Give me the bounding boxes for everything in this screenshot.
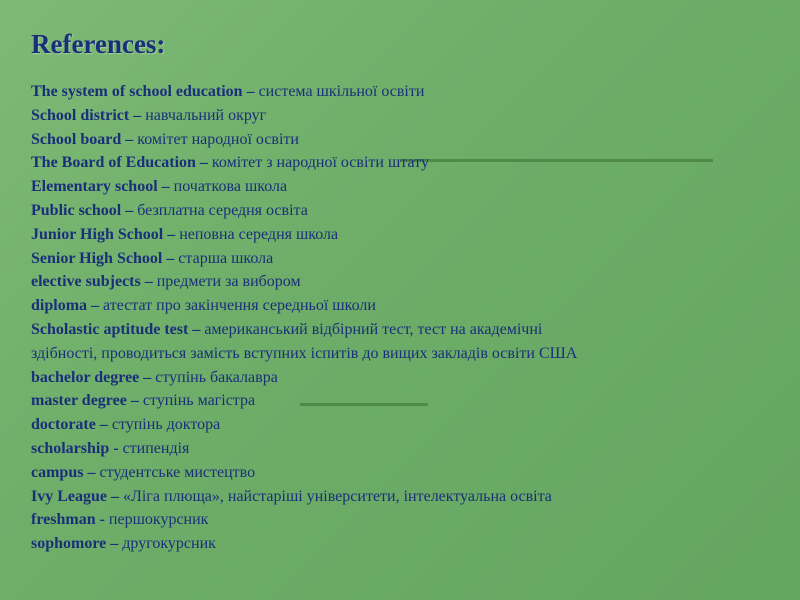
- glossary-entry: [31, 104, 771, 128]
- entry-definition: початкова школа: [173, 178, 288, 196]
- entry-separator: –: [106, 535, 123, 553]
- glossary-entry-continuation: [31, 342, 771, 366]
- entry-term: diploma: [31, 297, 88, 315]
- entry-term: scholarship: [31, 439, 110, 457]
- entry-term: School district: [31, 106, 130, 124]
- glossary-list: [31, 80, 771, 556]
- entry-separator: –: [163, 225, 180, 243]
- glossary-entry: [31, 270, 771, 294]
- entry-definition: комітет з народної освіти штату: [211, 154, 429, 172]
- entry-separator: –: [140, 273, 157, 291]
- entry-term: Public school: [31, 201, 122, 219]
- entry-separator: –: [242, 83, 259, 100]
- glossary-entry: [31, 199, 771, 223]
- entry-separator: –: [121, 130, 138, 148]
- entry-definition: безплатна середня освіта: [137, 201, 308, 219]
- glossary-entry: [31, 461, 771, 485]
- entry-separator: –: [129, 106, 146, 124]
- entry-term: Junior High School: [31, 225, 164, 243]
- entry-term: master degree: [31, 392, 127, 410]
- entry-term: Senior High School: [31, 249, 163, 267]
- entry-definition: студентське мистецтво: [99, 463, 256, 481]
- entry-separator: –: [157, 178, 174, 196]
- glossary-entry: [31, 437, 771, 461]
- entry-definition: ступінь бакалавра: [155, 368, 278, 386]
- glossary-entry: [31, 128, 771, 152]
- entry-term: Elementary school: [31, 178, 158, 196]
- entry-separator: -: [109, 439, 123, 457]
- glossary-entry: [31, 247, 771, 271]
- entry-definition: неповна середня школа: [179, 225, 339, 243]
- entry-separator: –: [139, 368, 156, 386]
- entry-definition: ступінь магістра: [142, 392, 256, 410]
- glossary-entry: [31, 366, 771, 390]
- glossary-entry: [31, 485, 771, 509]
- entry-term: The Board of Education: [31, 154, 196, 172]
- glossary-entry: [31, 80, 771, 104]
- entry-separator: –: [95, 416, 112, 434]
- entry-separator: –: [121, 201, 138, 219]
- entry-term: Ivy League: [31, 487, 107, 505]
- glossary-entry: [31, 532, 771, 556]
- entry-definition: навчальний округ: [145, 106, 267, 124]
- glossary-entry: [31, 223, 771, 247]
- entry-definition: першокурсник: [108, 511, 209, 529]
- entry-term: campus: [31, 463, 84, 481]
- entry-separator: –: [83, 463, 100, 481]
- entry-separator: –: [188, 320, 205, 338]
- entry-definition: другокурсник: [122, 535, 216, 553]
- entry-definition: «Ліга плюща», найстаріші університети, інтелектуальна освіта: [123, 487, 552, 505]
- entry-definition: комітет народної освіти: [137, 130, 299, 148]
- entry-definition: предмети за вибором: [156, 273, 301, 291]
- glossary-entry: [31, 175, 771, 199]
- entry-term: elective subjects: [31, 273, 141, 291]
- entry-term: Scholastic aptitude test: [31, 320, 189, 338]
- entry-definition: здібності, проводиться замість вступних іспитів до вищих закладів освіти США: [31, 344, 578, 362]
- entry-separator: –: [87, 297, 104, 315]
- entry-definition: атестат про закінчення середньої школи: [103, 297, 376, 315]
- slide-title: References:: [31, 29, 166, 59]
- glossary-entry: [31, 413, 771, 437]
- entry-term: bachelor degree: [31, 368, 140, 386]
- entry-definition: старша школа: [178, 249, 274, 267]
- entry-definition: американський відбірний тест, тест на академічні: [204, 320, 543, 338]
- entry-term: The system of school education: [31, 83, 243, 100]
- entry-separator: –: [162, 249, 179, 267]
- entry-separator: -: [95, 511, 109, 529]
- entry-definition: стипендія: [122, 439, 190, 457]
- glossary-entry: [31, 389, 771, 413]
- entry-term: freshman: [31, 511, 96, 529]
- entry-term: doctorate: [31, 416, 96, 434]
- entry-term: sophomore: [31, 535, 107, 553]
- glossary-entry: [31, 151, 771, 175]
- entry-definition: система шкільної освіти: [258, 83, 425, 100]
- entry-separator: –: [195, 154, 212, 172]
- entry-separator: –: [107, 487, 123, 505]
- entry-definition: ступінь доктора: [111, 416, 221, 434]
- glossary-entry: [31, 318, 771, 342]
- entry-term: School board: [31, 130, 122, 148]
- entry-separator: –: [126, 392, 143, 410]
- glossary-entry: [31, 294, 771, 318]
- glossary-entry: [31, 508, 771, 532]
